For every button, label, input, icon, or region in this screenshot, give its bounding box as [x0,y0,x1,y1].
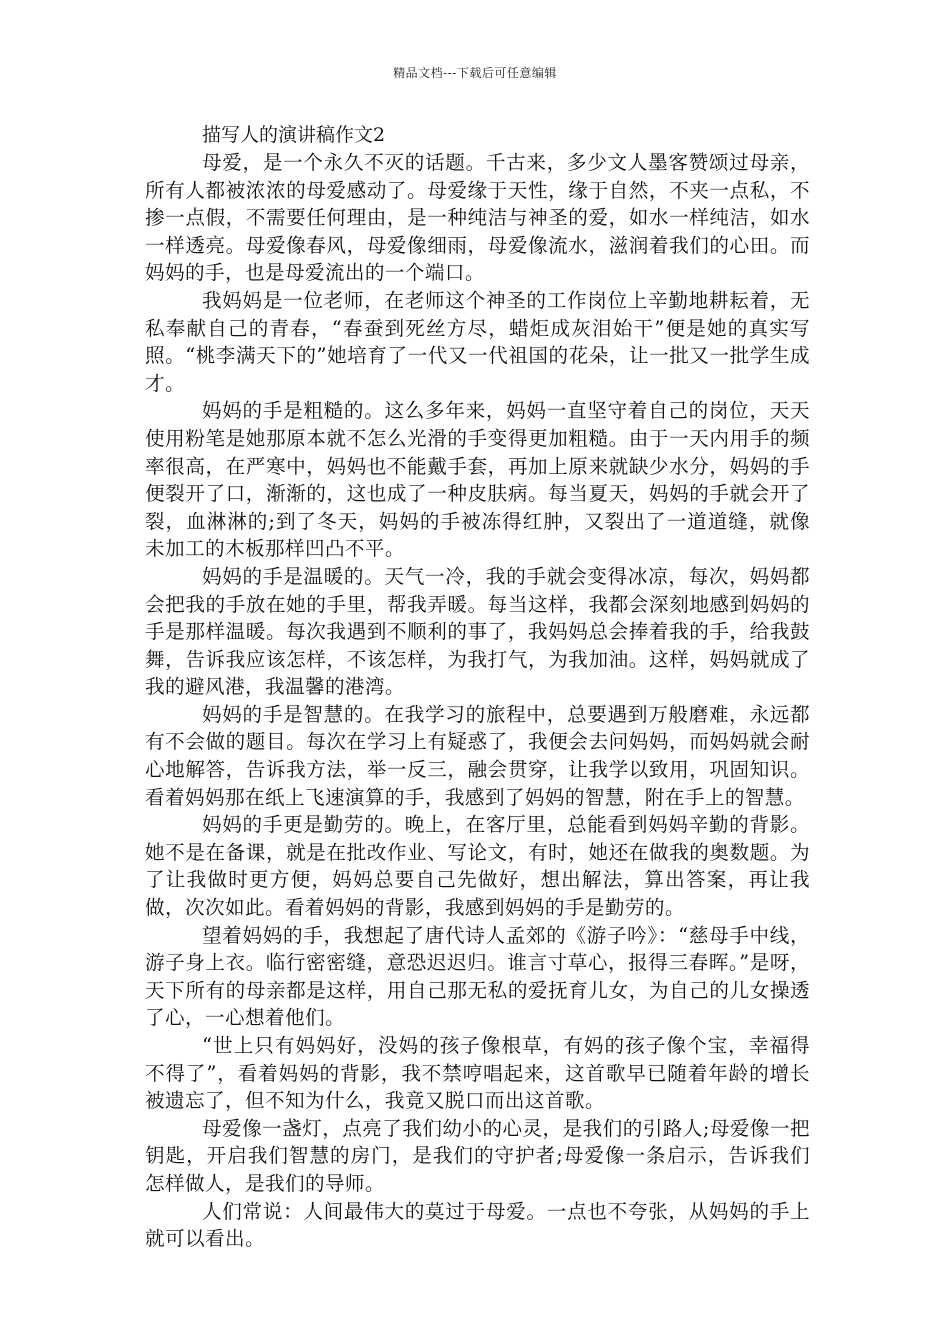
paragraph-1: 母爱，是一个永久不灭的话题。千古来，多少文人墨客赞颂过母亲，所有人都被浓浓的母爱感动了。母爱缘于天性，缘于自然，不夹一点私，不掺一点假，不需要任何理由，是一种纯洁与神圣的爱，如水一样纯洁，如水一样透亮。母爱像春风，母爱像细雨，母爱像流水，滋润着我们的心田。而妈妈的手，也是母爱流出的一个端口。 [145,151,810,285]
paragraph-5: 妈妈的手是智慧的。在我学习的旅程中，总要遇到万般磨难，永远都有不会做的题目。每次在学习上有疑惑了，我便会去问妈妈，而妈妈就会耐心地解答，告诉我方法，举一反三，融会贯穿，让我学以致用，巩固知识。看着妈妈那在纸上飞速演算的手，我感到了妈妈的智慧，附在手上的智慧。 [145,702,810,809]
paragraph-10: 人们常说：人间最伟大的莫过于母爱。一点也不夸张，从妈妈的手上就可以看出。 [145,1199,810,1251]
paragraph-3: 妈妈的手是粗糙的。这么多年来，妈妈一直坚守着自己的岗位，天天使用粉笔是她那原本就不怎么光滑的手变得更加粗糙。由于一天内用手的频率很高，在严寒中，妈妈也不能戴手套，再加上原来就缺少水分，妈妈的手便裂开了口，渐渐的，这也成了一种皮肤病。每当夏天，妈妈的手就会开了裂，血淋淋的;到了冬天，妈妈的手被冻得红肿，又裂出了一道道缝，就像未加工的木板那样凹凸不平。 [145,399,810,561]
paragraph-9: 母爱像一盏灯，点亮了我们幼小的心灵，是我们的引路人;母爱像一把钥匙，开启我们智慧的房门，是我们的守护者;母爱像一条启示，告诉我们怎样做人，是我们的导师。 [145,1116,810,1195]
document-title: 描写人的演讲稿作文2 [202,124,386,146]
paragraph-7: 望着妈妈的手，我想起了唐代诗人孟郊的《游子吟》：“慈母手中线，游子身上衣。临行密密缝，意恐迟迟归。谁言寸草心，报得三春晖。”是呀，天下所有的母亲都是这样，用自己那无私的爱抚育儿女，为自己的儿女操透了心，一心想着他们。 [145,923,810,1030]
paragraph-2: 我妈妈是一位老师，在老师这个神圣的工作岗位上辛勤地耕耘着，无私奉献自己的青春，“春蚕到死丝方尽，蜡炬成灰泪始干”便是她的真实写照。“桃李满天下的”她培育了一代又一代祖国的花朵，让一批又一批学生成才。 [145,288,810,395]
paragraph-8: “世上只有妈妈好，没妈的孩子像根草，有妈的孩子像个宝，幸福得不得了”，看着妈妈的背影，我不禁哼唱起来，这首歌早已随着年龄的增长被遗忘了，但不知为什么，我竟又脱口而出这首歌。 [145,1034,810,1113]
document-body [145,121,810,1253]
paragraph-4: 妈妈的手是温暖的。天气一冷，我的手就会变得冰凉，每次，妈妈都会把我的手放在她的手里，帮我弄暖。每当这样，我都会深刻地感到妈妈的手是那样温暖。每次我遇到不顺利的事了，我妈妈总会捧着我的手，给我鼓舞，告诉我应该怎样，不该怎样，为我打气，为我加油。这样，妈妈就成了我的避风港，我温馨的港湾。 [145,564,810,699]
paragraph-6: 妈妈的手更是勤劳的。晚上，在客厅里，总能看到妈妈辛勤的背影。她不是在备课，就是在批改作业、写论文，有时，她还在做我的奥数题。为了让我做时更方便，妈妈总要自己先做好，想出解法，算出答案，再让我做，次次如此。看着妈妈的背影，我感到妈妈的手是勤劳的。 [145,813,810,920]
page-header: 精品文档---下载后可任意编辑 [393,66,557,80]
